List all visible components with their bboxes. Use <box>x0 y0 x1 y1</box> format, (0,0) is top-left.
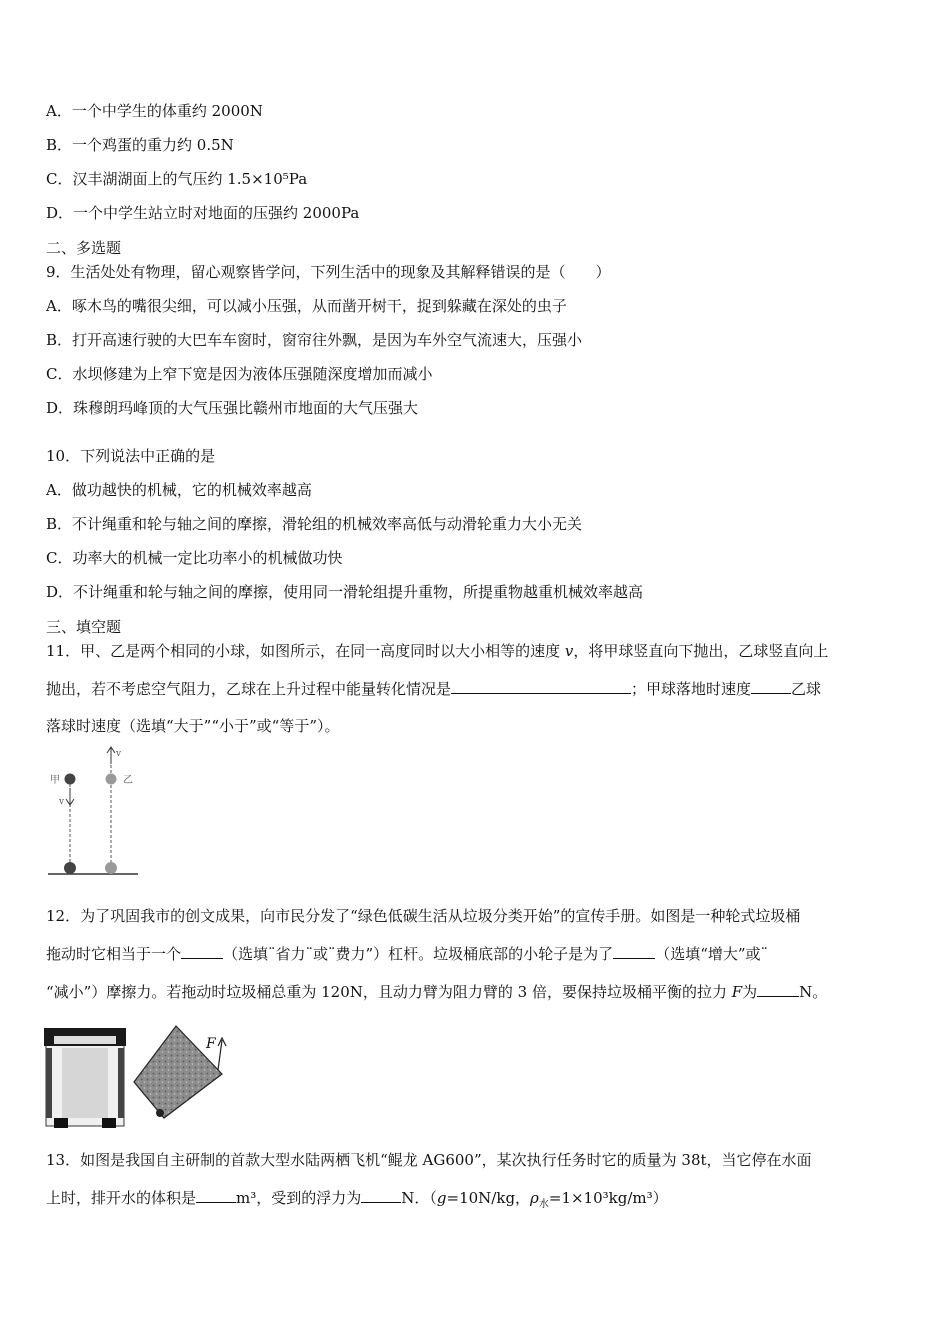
ball-jia-ground <box>64 862 76 874</box>
ball-yi-top <box>106 774 117 785</box>
q12-text-2c: （选填“增大”或¨ <box>655 945 769 963</box>
q10-option-c: C．功率大的机械一定比功率小的机械做功快 <box>46 549 343 567</box>
q11-figure-two-balls <box>44 742 144 878</box>
q10-option-d: D．不计绳重和轮与轴之间的摩擦，使用同一滑轮组提升重物，所提重物越重机械效率越高 <box>46 583 644 601</box>
q8-option-b: B．一个鸡蛋的重力约 0.5N <box>46 136 234 154</box>
q13-var-g: g <box>436 1189 447 1207</box>
q11-blank-1[interactable] <box>451 679 631 694</box>
section-heading-fill-in: 三、填空题 <box>46 618 122 636</box>
q12-line-1: 12．为了巩固我市的创文成果，向市民分发了“绿色低碳生活从垃圾分类开始”的宣传手册。如图是一种轮式垃圾桶 <box>46 907 801 925</box>
q12-text-2b: （选填¨省力¨或¨费力”）杠杆。垃圾桶底部的小轮子是为了 <box>223 945 614 963</box>
bin-wheel <box>156 1109 164 1117</box>
q13-blank-1[interactable] <box>196 1188 236 1203</box>
label-v-up: v <box>116 749 122 759</box>
q12-var-F: F <box>731 983 743 1001</box>
arrow-up-icon <box>107 747 115 764</box>
q12-text-3b: 为 <box>742 983 758 1001</box>
q10-option-b: B．不计绳重和轮与轴之间的摩擦，滑轮组的机械效率高低与动滑轮重力大小无关 <box>46 515 583 533</box>
q9-stem: 9．生活处处有物理，留心观察皆学问，下列生活中的现象及其解释错误的是（ ） <box>46 263 611 281</box>
q12-line-3 <box>46 982 827 1002</box>
q11-text-2a: 抛出，若不考虑空气阻力，乙球在上升过程中能量转化情况是 <box>46 680 452 698</box>
q10-option-a: A．做功越快的机械，它的机械效率越高 <box>46 481 312 499</box>
q12-line-2 <box>46 944 768 964</box>
q13-var-rho: ρ <box>530 1189 539 1207</box>
label-yi: 乙 <box>123 775 133 786</box>
q13-text-2a: 上时，排开水的体积是 <box>46 1189 197 1207</box>
q11-text-1b: ，将甲球竖直向下抛出，乙球竖直向上 <box>573 642 829 660</box>
trash-bin-photo <box>44 1028 126 1128</box>
q13-text-2b: m³，受到的浮力为 <box>236 1189 362 1207</box>
q13-blank-2[interactable] <box>361 1188 401 1203</box>
q11-blank-2[interactable] <box>751 679 791 694</box>
q13-text-2c: N．（ <box>401 1189 437 1207</box>
tilted-bin-diagram <box>134 1026 226 1118</box>
q11-line-2 <box>46 679 821 699</box>
q11-var-v: v <box>564 642 574 660</box>
q11-text-2c: 乙球 <box>791 680 822 698</box>
q10-stem: 10．下列说法中正确的是 <box>46 447 216 465</box>
label-F: F <box>206 1036 216 1052</box>
q12-text-2a: 拖动时它相当于一个 <box>46 945 182 963</box>
q9-option-b: B．打开高速行驶的大巴车车窗时，窗帘往外飘，是因为车外空气流速大，压强小 <box>46 331 583 349</box>
q11-line-1 <box>46 641 828 661</box>
q13-rho-subscript: 水 <box>538 1199 549 1210</box>
q13-line-1: 13．如图是我国自主研制的首款大型水陆两栖飞机“鲲龙 AG600”，某次执行任务时它的质量为 38t，当它停在水面 <box>46 1151 812 1169</box>
q13-text-2d: =10N/kg， <box>446 1189 531 1207</box>
q12-text-3c: N。 <box>799 983 828 1001</box>
q9-option-c: C．水坝修建为上窄下宽是因为液体压强随深度增加而减小 <box>46 365 433 383</box>
arrow-down-icon <box>66 788 74 805</box>
q11-text-1a: 11．甲、乙是两个相同的小球，如图所示，在同一高度同时以大小相等的速度 <box>46 642 565 660</box>
q12-blank-2[interactable] <box>613 944 655 959</box>
q12-text-3a: “减小”）摩擦力。若拖动时垃圾桶总重为 120N，且动力臂为阻力臂的 3 倍，要保持垃圾桶平衡的拉力 <box>46 983 732 1001</box>
q12-blank-1[interactable] <box>181 944 223 959</box>
q11-text-2b: ；甲球落地时速度 <box>631 680 752 698</box>
q9-option-a: A．啄木鸟的嘴很尖细，可以减小压强，从而凿开树干，捉到躲藏在深处的虫子 <box>46 297 567 315</box>
q8-option-c: C．汉丰湖湖面上的气压约 1.5×10⁵Pa <box>46 170 308 188</box>
q8-option-a: A．一个中学生的体重约 2000N <box>46 102 263 120</box>
label-v-down: v <box>59 797 65 807</box>
ball-jia-top <box>65 774 76 785</box>
q13-text-2e: =1×10³kg/m³） <box>548 1189 668 1207</box>
ball-yi-ground <box>105 862 117 874</box>
q11-line-3: 落球时速度（选填“大于”“小于”或“等于”）。 <box>46 717 340 735</box>
q9-option-d: D．珠穆朗玛峰顶的大气压强比赣州市地面的大气压强大 <box>46 399 419 417</box>
section-heading-multiple-choice: 二、多选题 <box>46 239 122 257</box>
label-jia: 甲 <box>50 775 60 786</box>
q13-line-2 <box>46 1188 668 1215</box>
q12-blank-3[interactable] <box>757 982 799 997</box>
q8-option-d: D．一个中学生站立时对地面的压强约 2000Pa <box>46 204 360 222</box>
q12-figure-trash-bin <box>44 1018 234 1130</box>
